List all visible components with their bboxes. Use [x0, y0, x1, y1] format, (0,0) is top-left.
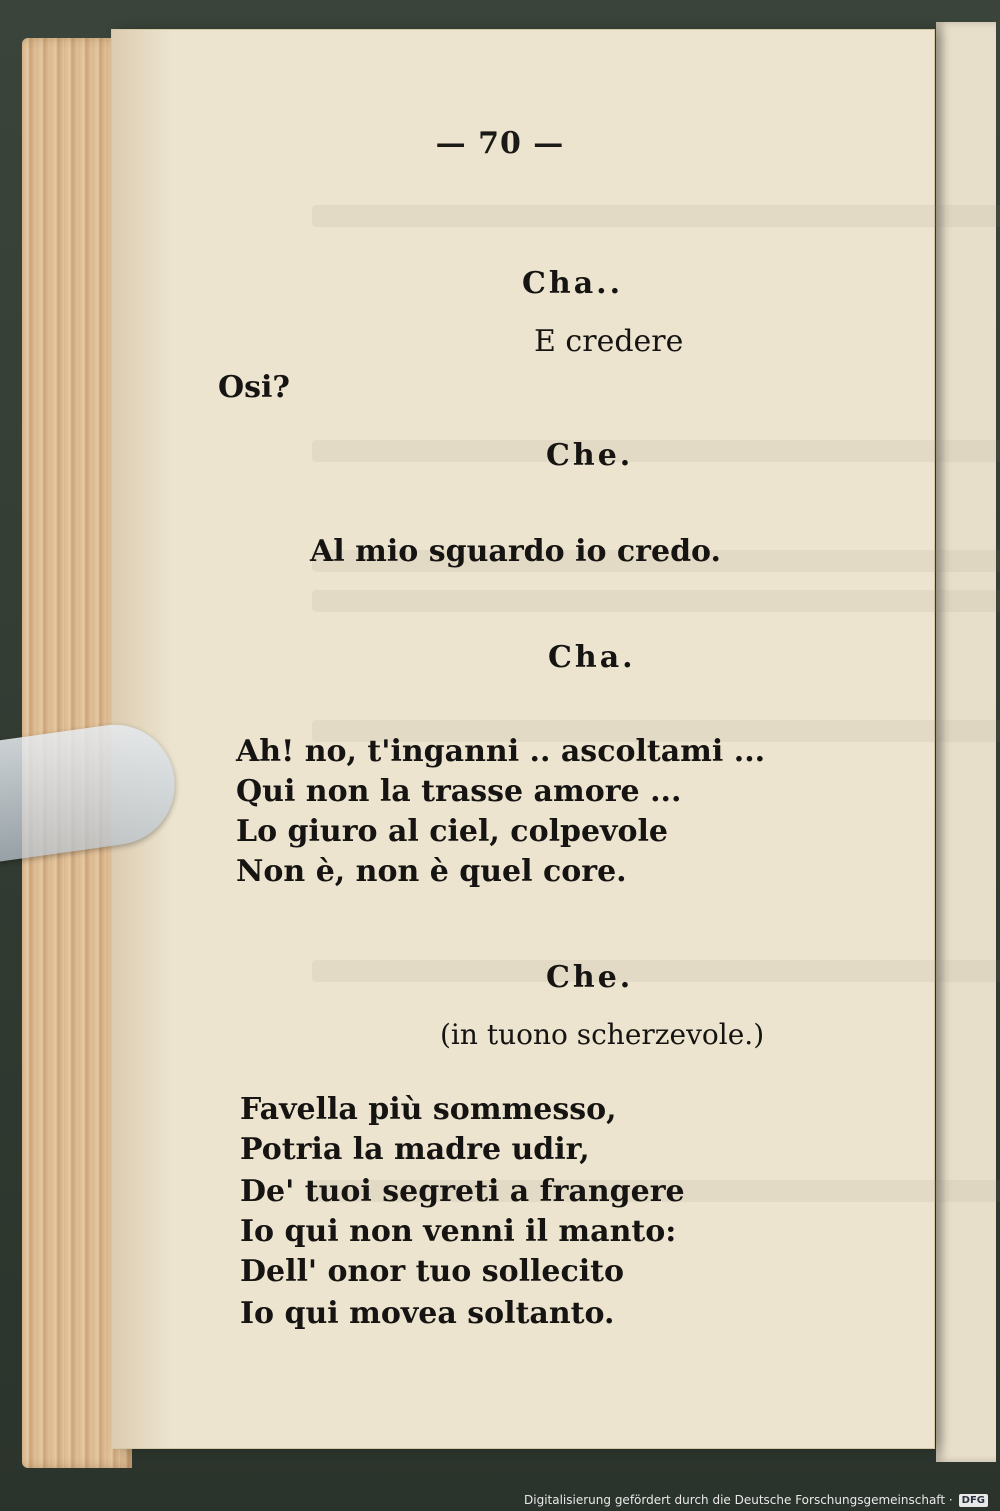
footer-text: Digitalisierung gefördert durch die Deutsche Forschungsgemeinschaft ·	[524, 1493, 953, 1507]
stage-direction: (in tuono scherzevole.)	[440, 1018, 765, 1051]
verse-line: Non è, non è quel core.	[236, 854, 627, 889]
verse-line: E credere	[534, 324, 684, 359]
verse-line: Lo giuro al ciel, colpevole	[236, 814, 668, 849]
bleed-through-line	[312, 590, 1000, 612]
bleed-through-line	[312, 960, 1000, 982]
dfg-logo: DFG	[959, 1494, 988, 1507]
facing-page-edge	[936, 22, 996, 1462]
speaker-cha: Cha..	[522, 266, 624, 301]
verse-line: Potria la madre udir,	[240, 1132, 590, 1167]
bleed-through-line	[312, 440, 1000, 462]
verse-line: Osi?	[218, 370, 290, 405]
speaker-cha: Cha.	[548, 640, 636, 675]
verse-line: Al mio sguardo io credo.	[310, 534, 721, 569]
page-number: — 70 —	[435, 126, 565, 161]
verse-line: Dell' onor tuo sollecito	[240, 1254, 625, 1289]
digitization-footer	[524, 1493, 988, 1507]
speaker-che: Che.	[546, 438, 634, 473]
bleed-through-line	[312, 205, 1000, 227]
speaker-che: Che.	[546, 960, 634, 995]
verse-line: Ah! no, t'inganni .. ascoltami ...	[236, 734, 766, 769]
verse-line: Qui non la trasse amore ...	[236, 774, 682, 809]
verse-line: De' tuoi segreti a frangere	[240, 1174, 685, 1209]
verse-line: Io qui movea soltanto.	[240, 1296, 615, 1331]
verse-line: Favella più sommesso,	[240, 1092, 617, 1127]
verse-line: Io qui non venni il manto:	[240, 1214, 677, 1249]
